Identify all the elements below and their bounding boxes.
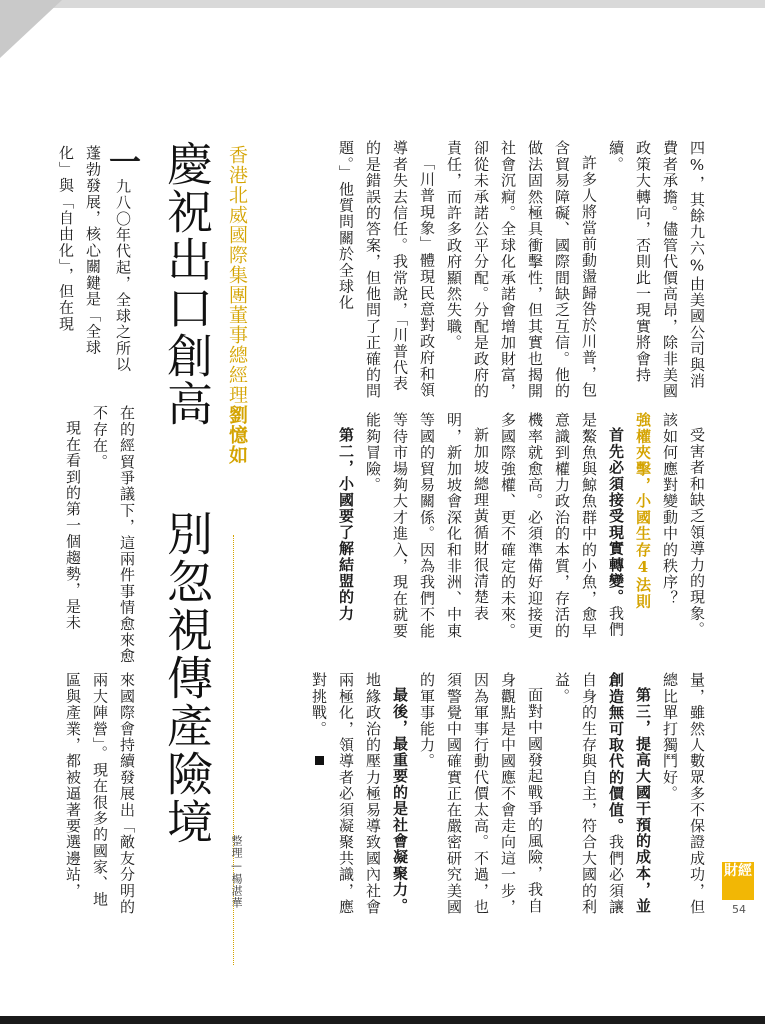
body-paragraph: 「川普現象」體現民意對政府和領導者失去信任。我常說，「川普代表的是錯誤的答案，但他問了正確的問題。」他質問關於全球化 (337, 140, 436, 400)
body-paragraph: 地緣政治的壓力極易導致國內社會兩極化，領導者必須凝聚共識，應對挑戰。 (310, 672, 382, 915)
article-title-line1: 慶祝出口創高 (160, 140, 214, 428)
editor-credit: 整理—楊湛華 (230, 835, 243, 909)
intro-block-3 (60, 672, 140, 922)
section-subhead: 強權夾擊，小國生存4法則 (634, 412, 652, 610)
end-mark (315, 756, 324, 765)
body-paragraph: 許多人將當前動盪歸咎於川普，包含貿易障礙、國際間缺乏互信。他的做法固然極具衝擊性，但其實也揭開社會沉痾。全球化承諾會增加財富，卻從未承諾公平分配。分配是政府的責任，而許多政府顯然失職。 (445, 140, 598, 400)
page-curl-corner[interactable] (0, 0, 62, 58)
intro-paragraph: 九八〇年代起，全球之所以蓬勃發展，核心關鍵是「全球化」與「自由化」，但在現 (57, 145, 132, 373)
body-lead: 最後，最重要的是社會凝聚力。 (391, 687, 409, 914)
body-paragraph: 量，雖然人數眾多不保證成功，但總比單打獨鬥好。 (661, 672, 706, 915)
intro-block-2 (60, 405, 140, 665)
intro-paragraph: 現在看到的第一個趨勢，是未 (64, 420, 82, 631)
page-bottom-bar (0, 1016, 765, 1024)
body-block-upper-right (318, 140, 710, 402)
body-paragraph: 四%，其餘九六%由美國公司與消費者承擔。儘管代價高昂，除非美國政策大轉向，否則此一現實將會持續。 (607, 140, 706, 400)
byline-role: 香港北威國際集團董事總經理 (226, 145, 248, 405)
intro-paragraph: 來國際會持續發展出「敵友分明的兩大陣營」。現在很多的國家、地區與產業，都被逼著要選邊站， (64, 672, 136, 915)
body-paragraph: 我們必須讓自身的生存與自主，符合大國的利益。 (553, 672, 625, 915)
body-lead: 首先必須接受現實轉變。 (607, 427, 625, 606)
body-paragraph: 我們是鰲魚與鯨魚群中的小魚，愈早意識到權力政治的本質，存活的機率就愈高。必須準備好迎接更多國際強權、更不確定的未來。 (499, 412, 625, 639)
magazine-logo: 財經 (722, 862, 754, 900)
body-lead: 第三，提高大國干預的成本，並創造無可取代的價值。 (607, 672, 652, 914)
body-lead: 第二，小國要了解結盟的力 (337, 427, 355, 622)
article-title-line2: 別忽視傳產險境 (160, 510, 214, 846)
body-paragraph: 受害者和缺乏領導力的現象。該如何應對變動中的秩序？ (661, 412, 706, 638)
body-block-lower-right (310, 672, 710, 922)
drop-cap: 一 (104, 145, 142, 179)
intro-paragraph: 在的經貿爭議下，這兩件事情愈來愈不存在。 (91, 405, 136, 665)
byline (224, 145, 251, 535)
byline-name: 劉憶如 (226, 405, 248, 465)
body-paragraph: 新加坡總理黃循財很清楚表明，新加坡會深化和非洲、中東等國的貿易關係。因為我們不能等待市場夠大才進入，現在就要能夠冒險。 (364, 412, 490, 639)
intro-block (57, 145, 142, 377)
body-block-middle-right (318, 412, 710, 652)
body-paragraph: 面對中國發起戰爭的風險，我自身觀點是中國應不會走向這一步，因為軍事行動代價太高。不過，也須警覺中國確實正在嚴密研究美國的軍事能力。 (418, 672, 544, 915)
page-number: 54 (732, 903, 746, 916)
page-top-bar (0, 0, 765, 8)
